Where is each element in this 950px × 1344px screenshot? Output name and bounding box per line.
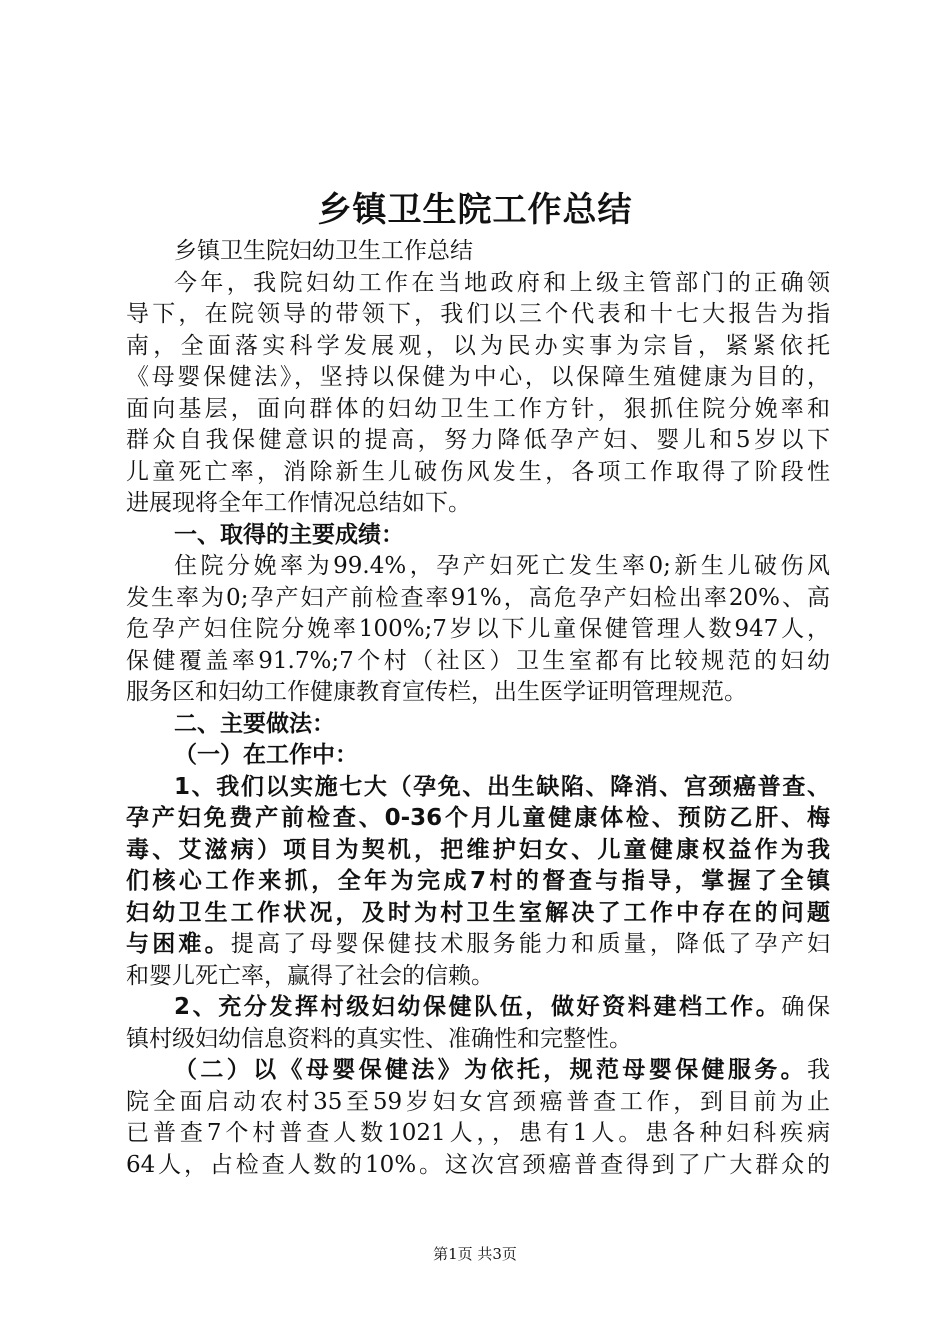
intro-line: 面向基层，面向群体的妇幼卫生工作方针，狠抓住院分娩率和 [126, 395, 830, 422]
item1-text-fragment: 提高了母婴保健技术服务能力和质量，降低了孕产妇 [230, 931, 831, 957]
section1-line: 危孕产妇住院分娩率100%;7岁以下儿童保健管理人数947人， [126, 616, 830, 642]
item2-bold-fragment: 2、充分发挥村级妇幼保健队伍，做好资料建档工作。 [174, 994, 782, 1020]
section1-line: 保健覆盖率91.7%;7个村（社区）卫生室都有比较规范的妇幼 [126, 647, 830, 674]
section-heading: 二、主要做法： [174, 710, 335, 737]
section1-line: 服务区和妇幼工作健康教育宣传栏，出生医学证明管理规范。 [126, 679, 747, 705]
section1-line: 发生率为0;孕产妇产前检查率91%，高危孕产妇检出率20%、高 [126, 584, 830, 611]
document-title: 乡镇卫生院工作总结 [317, 190, 633, 230]
subsection2-text-fragment: 我 [807, 1057, 830, 1083]
intro-line: 进展现将全年工作情况总结如下。 [126, 490, 471, 516]
item1-line [126, 929, 830, 961]
item1-line: 们核心工作来抓，全年为完成7村的督查与指导，掌握了全镇 [126, 868, 830, 894]
intro-line: 导下，在院领导的带领下，我们以三个代表和十七大报告为指 [126, 301, 830, 327]
subsection2-line: 64人，占检查人数的10%。这次宫颈癌普查得到了广大群众的 [126, 1151, 830, 1178]
intro-line: 群众自我保健意识的提高，努力降低孕产妇、婴儿和5岁以下 [126, 427, 830, 453]
document-body [126, 236, 830, 1181]
subsection2-bold-fragment: （二）以《母婴保健法》为依托，规范母婴保健服务。 [174, 1057, 807, 1083]
item1-line: 1、我们以实施七大（孕免、出生缺陷、降消、宫颈癌普查、 [174, 773, 830, 800]
section1-line: 住院分娩率为99.4%，孕产妇死亡发生率0;新生儿破伤风 [174, 553, 830, 579]
item2-line: 镇村级妇幼信息资料的真实性、准确性和完整性。 [126, 1025, 632, 1052]
subtitle: 乡镇卫生院妇幼卫生工作总结 [174, 238, 473, 264]
page-footer: 第1页 共3页 [433, 1245, 517, 1263]
item1-line: 毒、艾滋病）项目为契机，把维护妇女、儿童健康权益作为我 [126, 836, 830, 863]
item1-bold-fragment: 与困难。 [126, 931, 231, 957]
intro-line: 儿童死亡率，消除新生儿破伤风发生，各项工作取得了阶段性 [126, 458, 830, 485]
intro-line: 南，全面落实科学发展观，以为民办实事为宗旨，紧紧依托 [126, 332, 830, 359]
item1-line: 和婴儿死亡率，赢得了社会的信赖。 [126, 962, 494, 989]
intro-line: 今年，我院妇幼工作在当地政府和上级主管部门的正确领 [174, 269, 830, 296]
subsection-heading: （一）在工作中： [174, 742, 358, 768]
subsection2-line: 已普查7个村普查人数1021人，，患有1人。患各种妇科疾病 [126, 1120, 830, 1146]
intro-line: 《母婴保健法》，坚持以保健为中心，以保障生殖健康为目的， [126, 364, 830, 390]
subsection2-line [126, 1055, 830, 1087]
item1-line: 孕产妇免费产前检查、0-36个月儿童健康体检、预防乙肝、梅 [126, 805, 830, 831]
item2-line [126, 992, 830, 1024]
item2-text-fragment: 确保 [781, 994, 830, 1020]
section-heading: 一、取得的主要成绩： [174, 521, 404, 548]
item1-line: 妇幼卫生工作状况，及时为村卫生室解决了工作中存在的问题 [126, 899, 830, 926]
subsection2-line: 院全面启动农村35至59岁妇女宫颈癌普查工作，到目前为止 [126, 1088, 830, 1115]
